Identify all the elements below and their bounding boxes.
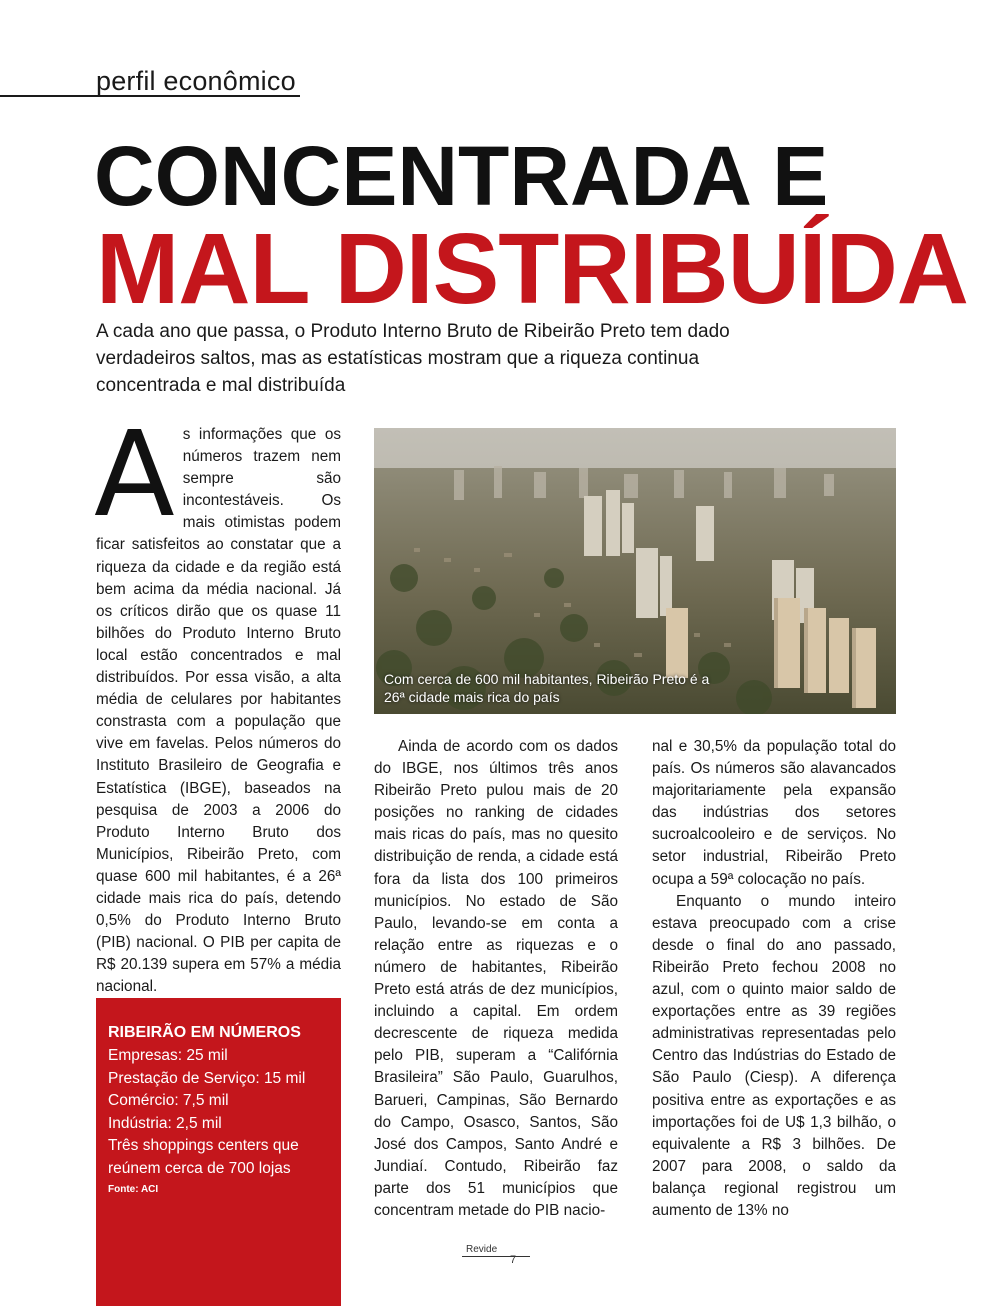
article-paragraph: s informações que os números trazem nem sempre são incontestáveis. Os mais otimistas podem ficar satisfeitos ao constatar que a riqueza da cidade e da região está bem acima da média nacional. Já os críticos dirão que os quase 11 bilhões do Produto Interno Bruto local estão concentrados e mal distribuídos. Por essa visão, a alta média de celulares por habitantes constrasta com a população que vive em favelas. Pelos números do Instituto Brasileiro de Geografia e Estatística (IBGE), baseados na pesquisa de 2003 a 2006 do Produto Interno Bruto dos Municípios, Ribeirão Preto, com quase 600 mil habitantes, é a 26ª cidade mais rica do país, detendo 0,5% do Produto Interno Bruto (PIB) nacional. O PIB per capita de R$ 20.139 supera em 57% a média nacional.: [96, 426, 341, 996]
info-box-item: Prestação de Serviço: 15 mil: [108, 1069, 306, 1087]
info-box-item: Três shoppings centers que reúnem cerca de 700 lojas: [108, 1137, 299, 1177]
page-number: 7: [510, 1254, 517, 1266]
article-paragraph: Ainda de acordo com os dados do IBGE, nos últimos três anos Ribeirão Preto pulou mais de 20 posições no ranking de cidades mais ricas do país, mas no quesito distribuição de renda, a cidade está fora da lista dos 100 primeiros municípios. No estado de São Paulo, levando-se em conta a relação entre as riquezas e o número de habitantes, Ribeirão Preto está atrás de dez municípios, incluindo a capital. Em ordem decrescente de riqueza medida pelo PIB, superam a “Califórnia Brasileira” São Paulo, Guarulhos, Barueri, Campinas, São Bernardo do Campo, Osasco, Santos, São José dos Campos, Santo André e Jundiaí. Contudo, Ribeirão faz parte dos 51 municípios que concentram metade do PIB nacio-: [374, 738, 618, 1219]
info-box-title: RIBEIRÃO EM NÚMEROS: [108, 1024, 301, 1041]
info-box: [96, 998, 341, 1306]
info-box-item: Comércio: 7,5 mil: [108, 1092, 229, 1109]
article-column-left: [94, 405, 341, 998]
drop-cap: A: [94, 405, 175, 543]
article-column-right: [652, 736, 896, 1222]
info-box-source: Fonte: ACI: [108, 1184, 159, 1195]
section-label: perfil econômico: [96, 66, 296, 96]
article-paragraph: nal e 30,5% da população total do país. Os números são alavancados majoritariamente pela expansão das indústrias dos setores sucroalcooleiro e de serviços. No setor industrial, Ribeirão Preto ocupa a 59ª colocação no país.: [652, 738, 896, 888]
headline-line-1: CONCENTRADA E: [94, 129, 829, 223]
magazine-name: Revide: [466, 1244, 498, 1255]
city-aerial-photo: [374, 428, 896, 714]
folio-rule: [462, 1256, 530, 1257]
article-column-middle: [374, 736, 618, 1222]
info-box-item: Indústria: 2,5 mil: [108, 1114, 222, 1132]
photo-caption: Com cerca de 600 mil habitantes, Ribeirão Preto é a 26ª cidade mais rica do país: [384, 671, 710, 705]
article-paragraph: Enquanto o mundo inteiro estava preocupado com a crise desde o final do ano passado, Ribeirão Preto fechou 2008 no azul, com o quinto maior saldo de exportações entre as 39 regiões administrativas representadas pelo Centro das Indústrias do Estado de São Paulo (Ciesp). A diferença positiva entre as exportações e as importações foi de U$ 1,3 bilhão, o equivalente a R$ 3 bilhões. De 2007 para 2008, o saldo da balança regional registrou um aumento de 13% no: [652, 892, 896, 1219]
info-box-item: Empresas: 25 mil: [108, 1047, 228, 1064]
standfirst: A cada ano que passa, o Produto Interno Bruto de Ribeirão Preto tem dado verdadeiros saltos, mas as estatísticas mostram que a riqueza continua concentrada e mal distribuída: [96, 321, 730, 396]
headline-line-2: MAL DISTRIBUÍDA: [96, 213, 969, 325]
